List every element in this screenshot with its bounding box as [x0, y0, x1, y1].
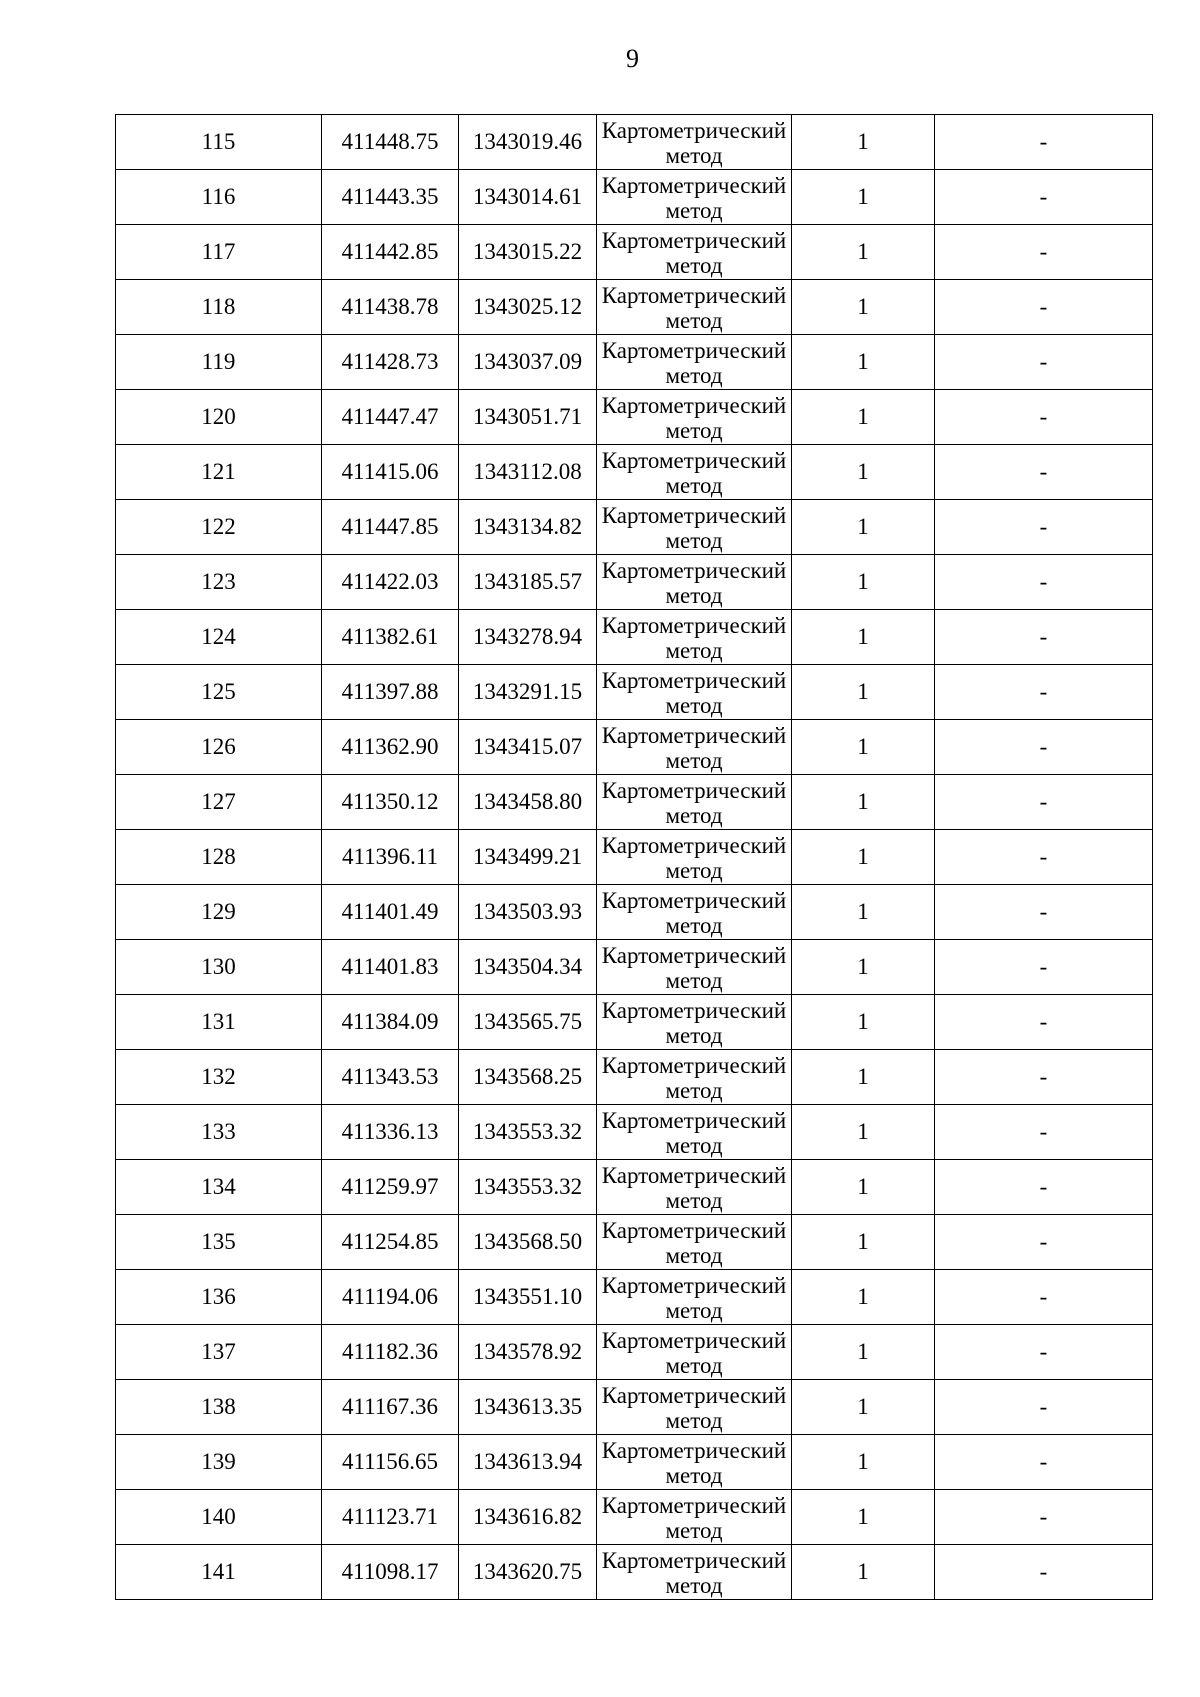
table-row [116, 1380, 1153, 1435]
y-coordinate-cell: 1343553.32 [459, 1160, 597, 1215]
description-cell: - [935, 1160, 1153, 1215]
method-line-1: Картометрический [601, 722, 787, 748]
method-line-2: метод [665, 1462, 723, 1488]
description-cell: - [935, 720, 1153, 775]
method-line-1: Картометрический [601, 1437, 787, 1463]
table-row [116, 170, 1153, 225]
table-row [116, 1325, 1153, 1380]
x-coordinate-cell: 411396.11 [322, 830, 459, 885]
point-number-cell: 125 [116, 665, 322, 720]
point-number-cell: 118 [116, 280, 322, 335]
accuracy-cell: 1 [792, 555, 935, 610]
point-number-cell: 140 [116, 1490, 322, 1545]
x-coordinate-cell: 411343.53 [322, 1050, 459, 1105]
method-cell [597, 995, 792, 1050]
y-coordinate-cell: 1343616.82 [459, 1490, 597, 1545]
accuracy-cell: 1 [792, 500, 935, 555]
accuracy-cell: 1 [792, 280, 935, 335]
method-cell [597, 280, 792, 335]
y-coordinate-cell: 1343458.80 [459, 775, 597, 830]
table-row [116, 720, 1153, 775]
point-number-cell: 117 [116, 225, 322, 280]
accuracy-cell: 1 [792, 610, 935, 665]
method-cell [597, 940, 792, 995]
method-line-2: метод [665, 1572, 723, 1598]
x-coordinate-cell: 411156.65 [322, 1435, 459, 1490]
point-number-cell: 137 [116, 1325, 322, 1380]
y-coordinate-cell: 1343185.57 [459, 555, 597, 610]
method-line-2: метод [665, 1187, 723, 1213]
description-cell: - [935, 445, 1153, 500]
table-row [116, 115, 1153, 170]
point-number-cell: 132 [116, 1050, 322, 1105]
y-coordinate-cell: 1343291.15 [459, 665, 597, 720]
accuracy-cell: 1 [792, 885, 935, 940]
x-coordinate-cell: 411194.06 [322, 1270, 459, 1325]
point-number-cell: 138 [116, 1380, 322, 1435]
x-coordinate-cell: 411447.85 [322, 500, 459, 555]
method-line-2: метод [665, 912, 723, 938]
table-row [116, 610, 1153, 665]
accuracy-cell: 1 [792, 335, 935, 390]
method-cell [597, 500, 792, 555]
table-body [116, 115, 1153, 1600]
accuracy-cell: 1 [792, 1270, 935, 1325]
y-coordinate-cell: 1343037.09 [459, 335, 597, 390]
table-row [116, 1050, 1153, 1105]
method-line-1: Картометрический [601, 447, 787, 473]
method-line-1: Картометрический [601, 777, 787, 803]
accuracy-cell: 1 [792, 1160, 935, 1215]
method-cell [597, 1435, 792, 1490]
table-row [116, 555, 1153, 610]
y-coordinate-cell: 1343019.46 [459, 115, 597, 170]
method-line-2: метод [665, 692, 723, 718]
accuracy-cell: 1 [792, 170, 935, 225]
y-coordinate-cell: 1343620.75 [459, 1545, 597, 1600]
y-coordinate-cell: 1343551.10 [459, 1270, 597, 1325]
point-number-cell: 139 [116, 1435, 322, 1490]
method-cell [597, 1325, 792, 1380]
method-cell [597, 1270, 792, 1325]
description-cell: - [935, 775, 1153, 830]
accuracy-cell: 1 [792, 115, 935, 170]
table-row [116, 500, 1153, 555]
description-cell: - [935, 500, 1153, 555]
method-cell [597, 1380, 792, 1435]
point-number-cell: 126 [116, 720, 322, 775]
accuracy-cell: 1 [792, 1325, 935, 1380]
table-row [116, 665, 1153, 720]
description-cell: - [935, 1325, 1153, 1380]
description-cell: - [935, 390, 1153, 445]
description-cell: - [935, 335, 1153, 390]
table-row [116, 830, 1153, 885]
method-line-2: метод [665, 747, 723, 773]
point-number-cell: 130 [116, 940, 322, 995]
method-cell [597, 335, 792, 390]
y-coordinate-cell: 1343568.50 [459, 1215, 597, 1270]
method-line-2: метод [665, 1077, 723, 1103]
x-coordinate-cell: 411442.85 [322, 225, 459, 280]
description-cell: - [935, 170, 1153, 225]
method-line-1: Картометрический [601, 1327, 787, 1353]
method-line-2: метод [665, 307, 723, 333]
y-coordinate-cell: 1343578.92 [459, 1325, 597, 1380]
table-row [116, 885, 1153, 940]
accuracy-cell: 1 [792, 775, 935, 830]
y-coordinate-cell: 1343613.35 [459, 1380, 597, 1435]
point-number-cell: 124 [116, 610, 322, 665]
method-cell [597, 775, 792, 830]
table-row [116, 225, 1153, 280]
table-row [116, 445, 1153, 500]
x-coordinate-cell: 411438.78 [322, 280, 459, 335]
method-line-2: метод [665, 362, 723, 388]
table-row [116, 1490, 1153, 1545]
method-line-1: Картометрический [601, 997, 787, 1023]
method-line-2: метод [665, 417, 723, 443]
description-cell: - [935, 885, 1153, 940]
table-row [116, 1435, 1153, 1490]
y-coordinate-cell: 1343565.75 [459, 995, 597, 1050]
accuracy-cell: 1 [792, 1380, 935, 1435]
method-line-1: Картометрический [601, 1547, 787, 1573]
x-coordinate-cell: 411336.13 [322, 1105, 459, 1160]
x-coordinate-cell: 411384.09 [322, 995, 459, 1050]
method-line-1: Картометрический [601, 172, 787, 198]
point-number-cell: 133 [116, 1105, 322, 1160]
x-coordinate-cell: 411428.73 [322, 335, 459, 390]
page-number: 9 [626, 44, 639, 73]
accuracy-cell: 1 [792, 445, 935, 500]
point-number-cell: 120 [116, 390, 322, 445]
method-cell [597, 170, 792, 225]
method-cell [597, 830, 792, 885]
method-line-2: метод [665, 472, 723, 498]
accuracy-cell: 1 [792, 720, 935, 775]
accuracy-cell: 1 [792, 830, 935, 885]
method-line-2: метод [665, 252, 723, 278]
x-coordinate-cell: 411259.97 [322, 1160, 459, 1215]
y-coordinate-cell: 1343134.82 [459, 500, 597, 555]
method-cell [597, 885, 792, 940]
x-coordinate-cell: 411448.75 [322, 115, 459, 170]
x-coordinate-cell: 411182.36 [322, 1325, 459, 1380]
method-line-1: Картометрический [601, 667, 787, 693]
y-coordinate-cell: 1343613.94 [459, 1435, 597, 1490]
table-row [116, 1545, 1153, 1600]
method-cell [597, 1050, 792, 1105]
method-cell [597, 1160, 792, 1215]
method-line-2: метод [665, 1022, 723, 1048]
description-cell: - [935, 665, 1153, 720]
method-cell [597, 1105, 792, 1160]
y-coordinate-cell: 1343015.22 [459, 225, 597, 280]
method-line-2: метод [665, 967, 723, 993]
point-number-cell: 135 [116, 1215, 322, 1270]
point-number-cell: 136 [116, 1270, 322, 1325]
method-cell [597, 720, 792, 775]
x-coordinate-cell: 411362.90 [322, 720, 459, 775]
point-number-cell: 116 [116, 170, 322, 225]
point-number-cell: 119 [116, 335, 322, 390]
table-row [116, 995, 1153, 1050]
y-coordinate-cell: 1343278.94 [459, 610, 597, 665]
x-coordinate-cell: 411382.61 [322, 610, 459, 665]
description-cell: - [935, 995, 1153, 1050]
description-cell: - [935, 1545, 1153, 1600]
description-cell: - [935, 610, 1153, 665]
point-number-cell: 131 [116, 995, 322, 1050]
y-coordinate-cell: 1343014.61 [459, 170, 597, 225]
point-number-cell: 127 [116, 775, 322, 830]
method-line-1: Картометрический [601, 1272, 787, 1298]
method-line-2: метод [665, 637, 723, 663]
x-coordinate-cell: 411254.85 [322, 1215, 459, 1270]
method-line-2: метод [665, 142, 723, 168]
method-line-2: метод [665, 802, 723, 828]
description-cell: - [935, 1380, 1153, 1435]
description-cell: - [935, 940, 1153, 995]
method-cell [597, 1215, 792, 1270]
method-line-1: Картометрический [601, 1052, 787, 1078]
point-number-cell: 115 [116, 115, 322, 170]
table-row [116, 1105, 1153, 1160]
x-coordinate-cell: 411123.71 [322, 1490, 459, 1545]
y-coordinate-cell: 1343503.93 [459, 885, 597, 940]
description-cell: - [935, 1050, 1153, 1105]
method-line-1: Картометрический [601, 117, 787, 143]
point-number-cell: 134 [116, 1160, 322, 1215]
point-number-cell: 128 [116, 830, 322, 885]
method-line-2: метод [665, 1352, 723, 1378]
accuracy-cell: 1 [792, 1050, 935, 1105]
x-coordinate-cell: 411098.17 [322, 1545, 459, 1600]
method-line-1: Картометрический [601, 227, 787, 253]
accuracy-cell: 1 [792, 1435, 935, 1490]
method-line-1: Картометрический [601, 612, 787, 638]
method-cell [597, 115, 792, 170]
method-cell [597, 225, 792, 280]
accuracy-cell: 1 [792, 225, 935, 280]
method-line-1: Картометрический [601, 1492, 787, 1518]
x-coordinate-cell: 411447.47 [322, 390, 459, 445]
method-cell [597, 610, 792, 665]
table-row [116, 1270, 1153, 1325]
accuracy-cell: 1 [792, 1105, 935, 1160]
description-cell: - [935, 225, 1153, 280]
description-cell: - [935, 280, 1153, 335]
point-number-cell: 123 [116, 555, 322, 610]
method-line-1: Картометрический [601, 502, 787, 528]
table-row [116, 390, 1153, 445]
method-line-1: Картометрический [601, 337, 787, 363]
method-cell [597, 445, 792, 500]
method-line-1: Картометрический [601, 557, 787, 583]
method-line-1: Картометрический [601, 832, 787, 858]
x-coordinate-cell: 411167.36 [322, 1380, 459, 1435]
method-line-2: метод [665, 1407, 723, 1433]
method-line-2: метод [665, 1132, 723, 1158]
method-line-2: метод [665, 582, 723, 608]
method-line-1: Картометрический [601, 1382, 787, 1408]
method-line-1: Картометрический [601, 1107, 787, 1133]
description-cell: - [935, 115, 1153, 170]
accuracy-cell: 1 [792, 1215, 935, 1270]
description-cell: - [935, 1215, 1153, 1270]
accuracy-cell: 1 [792, 940, 935, 995]
method-line-2: метод [665, 1242, 723, 1268]
method-line-1: Картометрический [601, 282, 787, 308]
method-line-2: метод [665, 527, 723, 553]
y-coordinate-cell: 1343499.21 [459, 830, 597, 885]
point-number-cell: 129 [116, 885, 322, 940]
accuracy-cell: 1 [792, 390, 935, 445]
method-cell [597, 555, 792, 610]
point-number-cell: 121 [116, 445, 322, 500]
description-cell: - [935, 1435, 1153, 1490]
y-coordinate-cell: 1343112.08 [459, 445, 597, 500]
method-line-1: Картометрический [601, 887, 787, 913]
x-coordinate-cell: 411397.88 [322, 665, 459, 720]
table-row [116, 335, 1153, 390]
description-cell: - [935, 1105, 1153, 1160]
accuracy-cell: 1 [792, 665, 935, 720]
accuracy-cell: 1 [792, 1545, 935, 1600]
y-coordinate-cell: 1343051.71 [459, 390, 597, 445]
x-coordinate-cell: 411415.06 [322, 445, 459, 500]
coordinates-table [115, 114, 1153, 1600]
y-coordinate-cell: 1343504.34 [459, 940, 597, 995]
y-coordinate-cell: 1343415.07 [459, 720, 597, 775]
point-number-cell: 122 [116, 500, 322, 555]
method-cell [597, 1490, 792, 1545]
y-coordinate-cell: 1343568.25 [459, 1050, 597, 1105]
table-row [116, 1215, 1153, 1270]
method-line-1: Картометрический [601, 1217, 787, 1243]
description-cell: - [935, 830, 1153, 885]
method-cell [597, 390, 792, 445]
x-coordinate-cell: 411350.12 [322, 775, 459, 830]
table-row [116, 775, 1153, 830]
y-coordinate-cell: 1343025.12 [459, 280, 597, 335]
x-coordinate-cell: 411422.03 [322, 555, 459, 610]
point-number-cell: 141 [116, 1545, 322, 1600]
table-row [116, 280, 1153, 335]
method-line-1: Картометрический [601, 392, 787, 418]
x-coordinate-cell: 411401.49 [322, 885, 459, 940]
accuracy-cell: 1 [792, 1490, 935, 1545]
method-cell [597, 665, 792, 720]
method-line-1: Картометрический [601, 1162, 787, 1188]
table-row [116, 940, 1153, 995]
accuracy-cell: 1 [792, 995, 935, 1050]
method-line-2: метод [665, 197, 723, 223]
x-coordinate-cell: 411401.83 [322, 940, 459, 995]
method-line-2: метод [665, 1297, 723, 1323]
description-cell: - [935, 1490, 1153, 1545]
method-line-2: метод [665, 1517, 723, 1543]
y-coordinate-cell: 1343553.32 [459, 1105, 597, 1160]
x-coordinate-cell: 411443.35 [322, 170, 459, 225]
method-line-2: метод [665, 857, 723, 883]
method-cell [597, 1545, 792, 1600]
description-cell: - [935, 555, 1153, 610]
description-cell: - [935, 1270, 1153, 1325]
method-line-1: Картометрический [601, 942, 787, 968]
table-row [116, 1160, 1153, 1215]
